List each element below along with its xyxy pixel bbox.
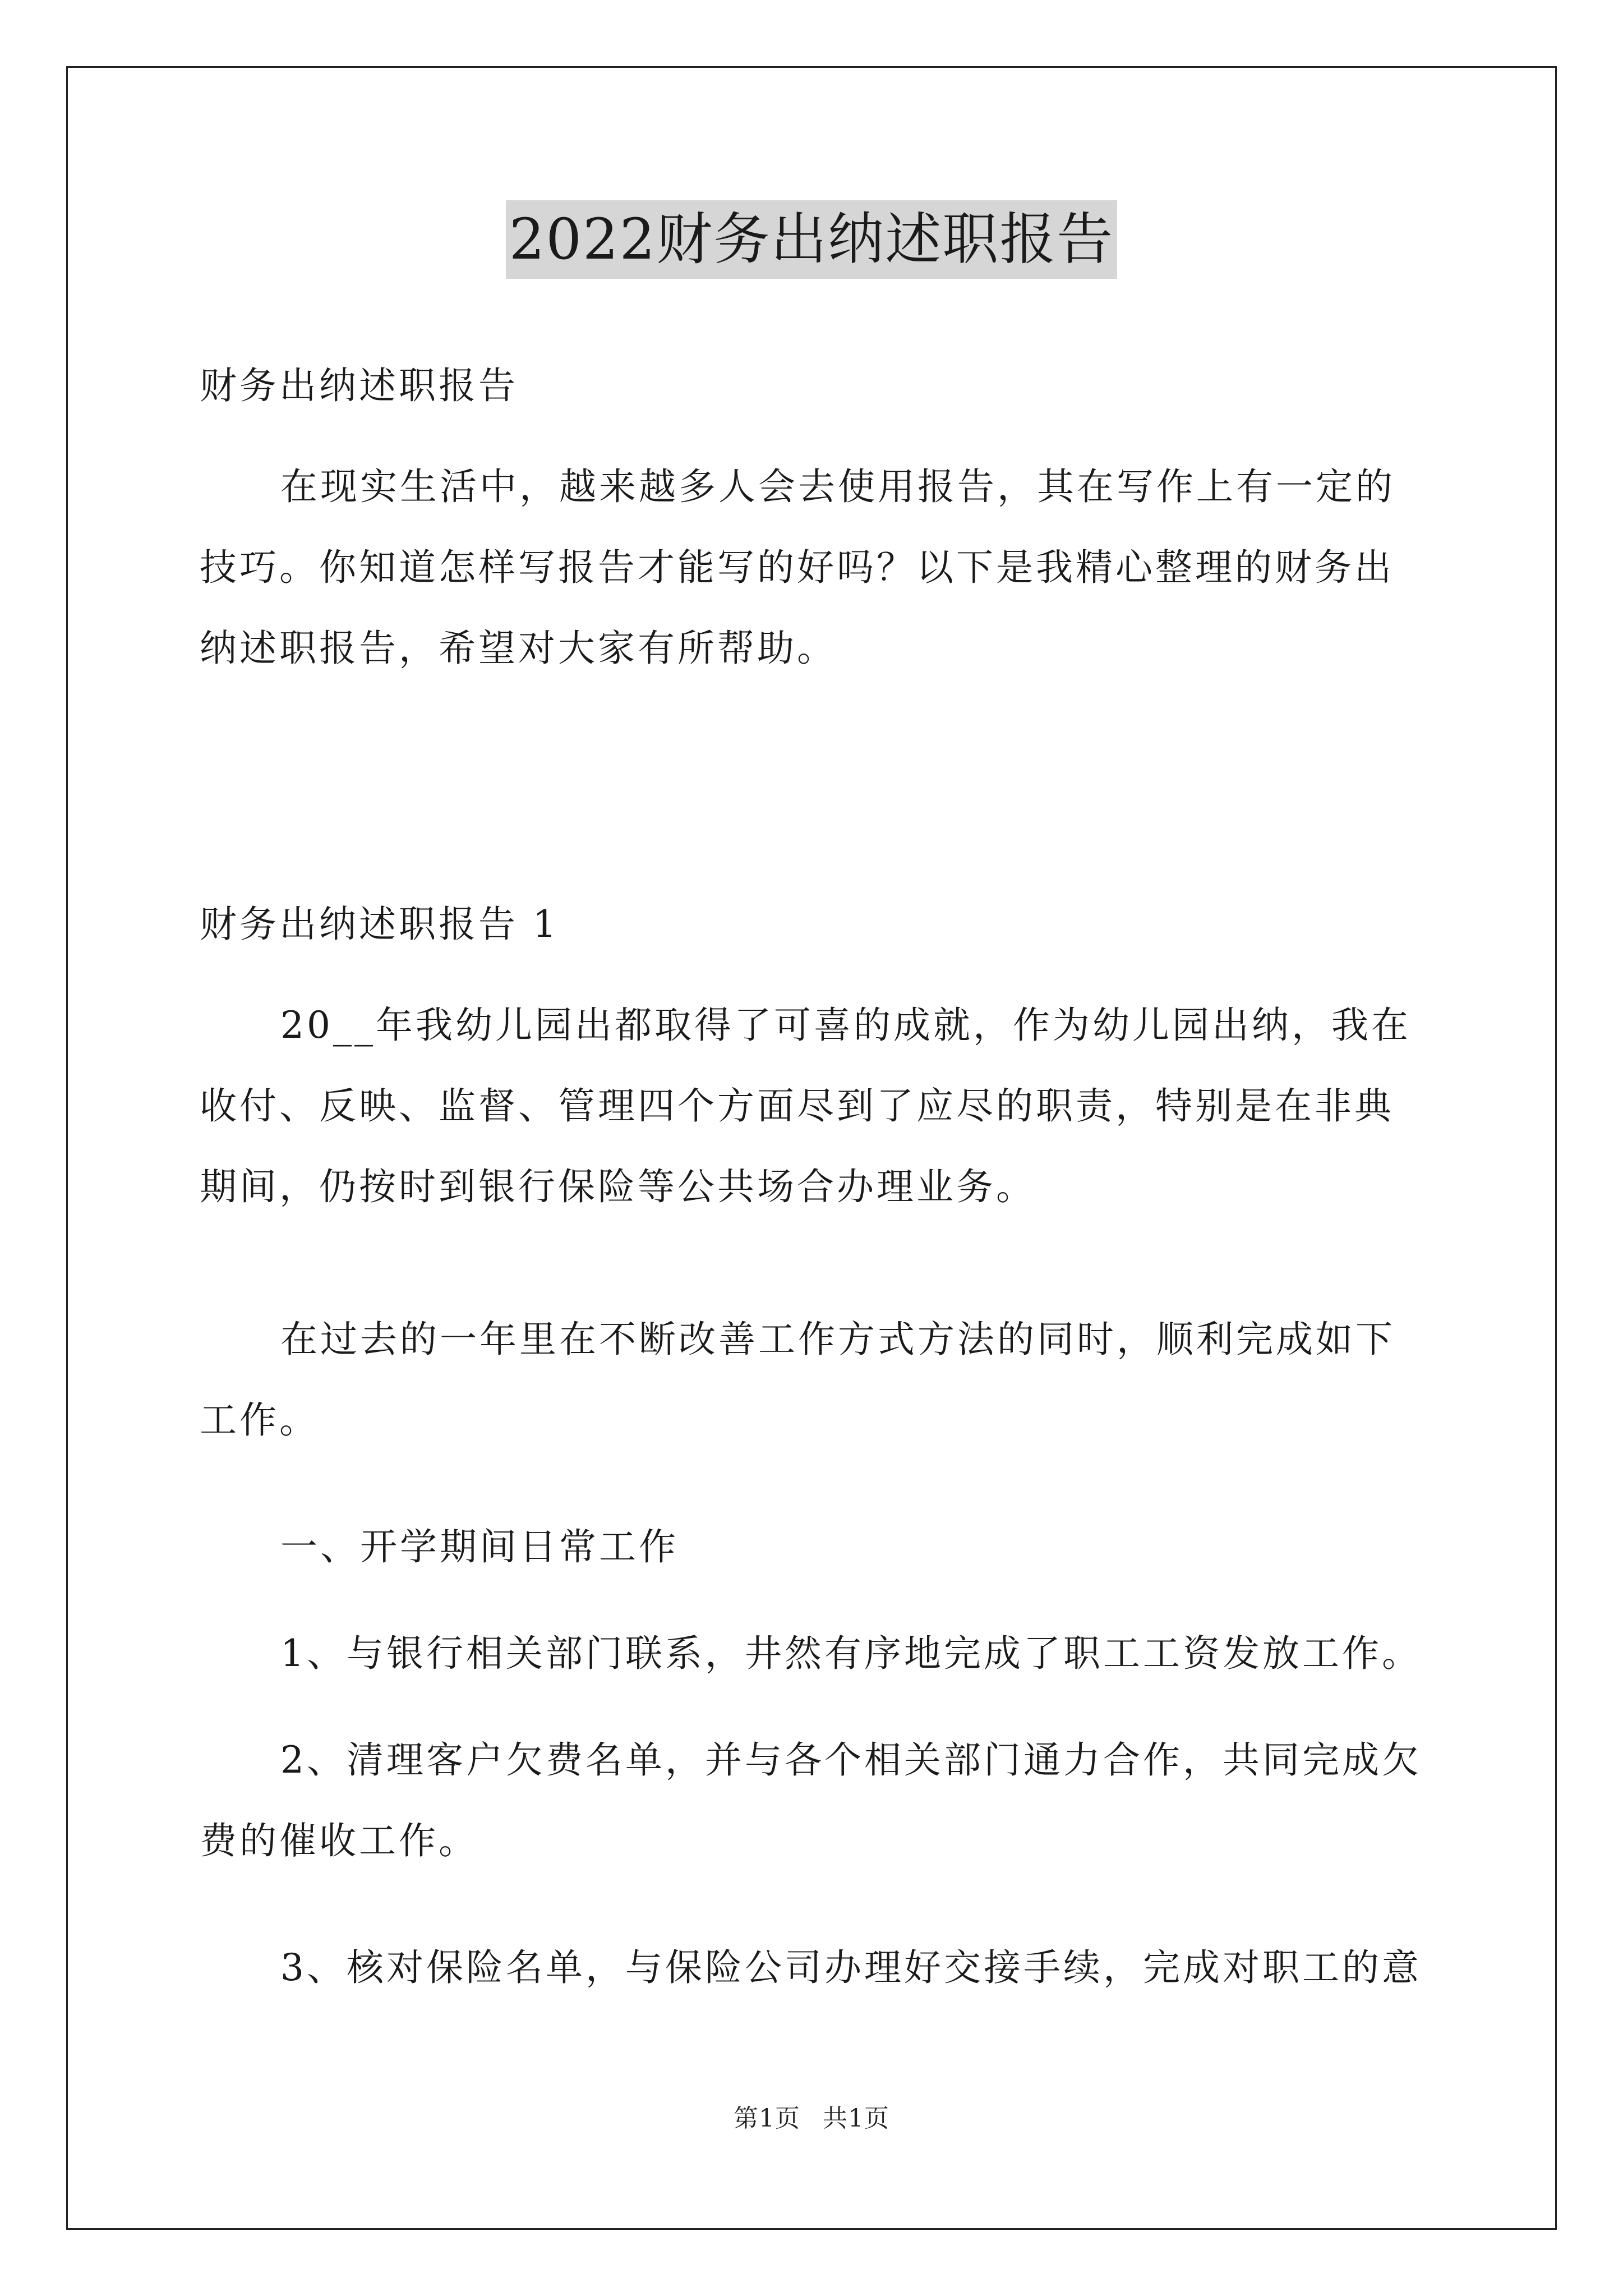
document-subtitle: 财务出纳述职报告 — [200, 364, 518, 407]
intro-paragraph: 在现实生活中，越来越多人会去使用报告，其在写作上有一定的技巧。你知道怎样写报告才能写的好吗？以下是我精心整理的财务出纳述职报告，希望对大家有所帮助。 — [200, 465, 1395, 670]
page-footer — [0, 2098, 1623, 2134]
page-total: 共1页 — [823, 2104, 889, 2133]
list-item-1: 1、与银行相关部门联系，井然有序地完成了职工工资发放工作。 — [280, 1632, 1422, 1675]
document-title-text: 2022财务出纳述职报告 — [506, 200, 1118, 279]
body-paragraph-1: 20__年我幼儿园出都取得了可喜的成就，作为幼儿园出纳，我在收付、反映、监督、管理四个方面尽到了应尽的职责，特别是在非典期间，仍按时到银行保险等公共场合办理业务。 — [200, 1004, 1411, 1208]
list-heading: 一、开学期间日常工作 — [280, 1525, 679, 1568]
section-heading: 财务出纳述职报告 1 — [200, 903, 559, 946]
document-title — [0, 200, 1623, 279]
body-paragraph-2: 在过去的一年里在不断改善工作方式方法的同时，顺利完成如下工作。 — [200, 1318, 1395, 1442]
list-item-3: 3、核对保险名单，与保险公司办理好交接手续，完成对职工的意 — [280, 1946, 1422, 1989]
page-number: 第1页 — [734, 2104, 800, 2133]
list-item-2: 2、清理客户欠费名单，并与各个相关部门通力合作，共同完成欠费的催收工作。 — [200, 1738, 1422, 1862]
